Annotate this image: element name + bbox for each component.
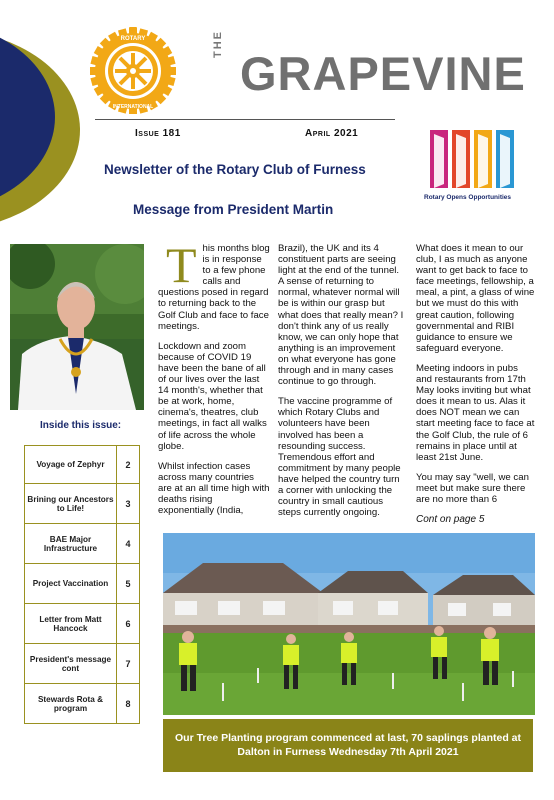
toc-page: 3 — [117, 484, 140, 524]
toc-row — [25, 684, 140, 724]
inside-issue-label: Inside this issue: — [40, 420, 122, 431]
toc-row — [25, 524, 140, 564]
header-rule — [95, 119, 395, 120]
article-column-1 — [158, 237, 270, 525]
issue-date: April 2021 — [305, 128, 359, 139]
toc-page: 7 — [117, 644, 140, 684]
newsletter-subtitle: Newsletter of the Rotary Club of Furness — [104, 162, 366, 177]
opportunities-tagline: Rotary Opens Opportunities — [424, 194, 512, 201]
logo-text-top: ROTARY — [120, 36, 146, 42]
article-paragraph: What does it mean to our club, I as much as anyone want to get back to face to face meetings, fellowship, a meal, a pint, a glass of wine but we must do this with great caution, following governmental and RIBI guidance to ensure we safeguard everyone. — [416, 243, 535, 354]
toc-title[interactable]: President's message cont — [25, 644, 117, 684]
article-paragraph: You may say "well, we can meet but make sure there are no more than 6 — [416, 471, 529, 505]
toc-row — [25, 446, 140, 484]
article-heading: Message from President Martin — [133, 202, 334, 217]
article-paragraph: Brazil), the UK and its 4 constituent parts are seeing light at the end of the tunnel. A sense of returning to normal, whatever normal will be is within our grasp but what does that really mean? I don't think any of us really know, we can only hope that anything is an improvement on what everyone has gone through and in many cases continue to go through. — [278, 243, 404, 388]
president-photo — [10, 244, 144, 410]
tree-planting-photo — [163, 533, 535, 715]
table-of-contents — [24, 445, 140, 724]
continued-link[interactable]: Cont on page 5 — [416, 514, 485, 526]
logo-text-bottom: INTERNATIONAL — [112, 104, 154, 110]
article-paragraph: his months blog is in response to a few phone calls and questions posed in regard to returning back to the Golf Club and face to face meetings. — [158, 243, 270, 332]
toc-page: 4 — [117, 524, 140, 564]
toc-row — [25, 604, 140, 644]
door-opening — [434, 134, 444, 188]
newsletter-title: GRAPEVINE — [240, 47, 526, 100]
photo-caption: Our Tree Planting program commenced at last, 70 saplings planted at Dalton in Furness Wednesday 7th April 2021 — [163, 719, 533, 772]
toc-title[interactable]: BAE Major Infrastructure — [25, 524, 117, 564]
door-opening — [478, 134, 488, 188]
toc-page: 2 — [117, 446, 140, 484]
toc-page: 6 — [117, 604, 140, 644]
article-column-3 — [416, 243, 536, 534]
the-label: THE — [212, 30, 224, 58]
toc-title[interactable]: Project Vaccination — [25, 564, 117, 604]
toc-title[interactable]: Letter from Matt Hancock — [25, 604, 117, 644]
drop-cap: T — [166, 237, 197, 293]
toc-row — [25, 644, 140, 684]
toc-row — [25, 484, 140, 524]
toc-title[interactable]: Brining our Ancestors to Life! — [25, 484, 117, 524]
article-paragraph: Lockdown and zoom because of COVID 19 have been the bane of all of our lives over the last 14 month's, whether that be at work, home, cinema's, theatres, club meetings, in fact all walks of life across the whole globe. — [158, 340, 267, 452]
issue-number: Issue 181 — [135, 128, 181, 139]
door-opening — [500, 134, 510, 188]
toc-row — [25, 564, 140, 604]
toc-page: 8 — [117, 684, 140, 724]
article-column-2 — [278, 243, 406, 527]
opportunities-doors-icon — [428, 126, 520, 192]
toc-page: 5 — [117, 564, 140, 604]
article-paragraph: Whilst infection cases across many countries are at an all time high with deaths rising exponentially (India, — [158, 460, 270, 517]
door-opening — [456, 134, 466, 188]
article-paragraph: Meeting indoors in pubs and restaurants from 17th May looks inviting but what does it mean to us. Alas it does NOT mean we can start meeting face to face at the Golf Club, the rule of 6 remains in place until at least 21st June. — [416, 362, 535, 463]
rotary-wheel-logo — [88, 26, 178, 116]
toc-title[interactable]: Voyage of Zephyr — [25, 446, 117, 484]
article-paragraph: The vaccine programme of which Rotary Clubs and volunteers have been involved has been a resounding success. Tremendous effort and commitment by many people have helped the country turn a corner with unlocking the country in small cautious steps currently ongoing. — [278, 396, 401, 519]
toc-title[interactable]: Stewards Rota & program — [25, 684, 117, 724]
